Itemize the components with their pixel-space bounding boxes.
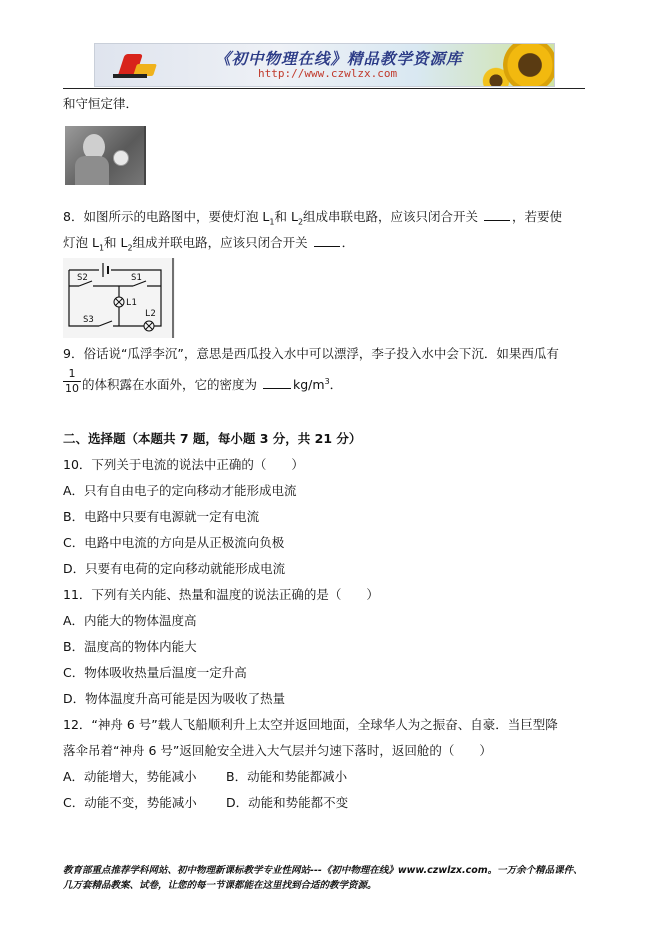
q12-option-d[interactable]: D．动能和势能都不变 [226,795,349,810]
label-s1: S1 [131,273,142,283]
label-s3: S3 [83,315,94,325]
label-l2: L2 [145,309,156,319]
q8-sub: 1 [98,243,105,253]
q10-stem: 10．下列关于电流的说法中正确的（ ） [63,457,304,472]
q8-line2 [63,234,354,257]
q10-option-d[interactable]: D．只要有电荷的定向移动就能形成电流 [63,561,286,576]
q8-answer-blank-2[interactable] [314,234,340,247]
q8-text: 和 L [104,235,128,250]
experiment-photo [65,126,146,185]
banner-title: 《初中物理在线》精品教学资源库 [215,49,463,68]
fraction [63,368,81,395]
q11-stem: 11．下列有关内能、热量和温度的说法正确的是（ ） [63,587,379,602]
q12-line2: 落伞吊着“神舟 6 号”返回舱安全进入大气层并匀速下落时，返回舱的（ ） [63,743,492,758]
q8-text: ，若要使 [512,209,563,224]
q8-text: 和 L [274,209,298,224]
q8-text: 组成串联电路，应该只闭合开关 [303,209,479,224]
q8-sub: 1 [269,217,275,227]
sunflower-icon [503,43,555,87]
continuation-text: 和守恒定律． [63,96,139,111]
q11-option-d[interactable]: D．物体温度升高可能是因为吸收了热量 [63,691,286,706]
q8-answer-blank-1[interactable] [484,208,510,221]
header-banner [94,43,555,87]
label-s2: S2 [77,273,88,283]
q12-option-c[interactable]: C．动能不变，势能减小 [63,795,197,810]
q10-option-b[interactable]: B．电路中只要有电源就一定有电流 [63,509,260,524]
photo-person-body [75,156,109,185]
section-2-heading: 二、选择题（本题共 7 题，每小题 3 分，共 21 分） [63,431,362,446]
q11-option-b[interactable]: B．温度高的物体内能大 [63,639,197,654]
q9-text: 的体积露在水面外，它的密度为 [82,377,258,393]
label-l1: L1 [126,298,137,308]
q8-sub: 2 [297,217,304,227]
q9-answer-blank[interactable] [263,376,291,389]
q11-option-c[interactable]: C．物体吸收热量后温度一定升高 [63,665,247,680]
q12-option-b[interactable]: B．动能和势能都减小 [226,769,348,784]
fraction-numerator: 1 [63,368,81,382]
footer-line-2: 几万套精品教案、试卷，让您的每一节课都能在这里找到合适的教学资源。 [63,880,377,891]
circuit-diagram [63,258,175,338]
q8-text: 组成并联电路，应该只闭合开关 [132,235,308,250]
q8-text: 灯泡 L [63,235,99,250]
q12-option-a[interactable]: A．动能增大，势能减小 [63,769,197,784]
q10-option-a[interactable]: A．只有自由电子的定向移动才能形成电流 [63,483,297,498]
banner-url[interactable]: http://www.czwlzx.com [258,67,398,80]
photo-pendulum-ball [113,150,129,166]
q8-line1 [63,208,562,231]
q8-sub: 2 [127,243,133,253]
page-footer [63,863,603,893]
battery-gap [99,264,111,276]
q8-text: 8．如图所示的电路图中，要使灯泡 L [63,209,270,224]
q8-text: ． [341,235,355,250]
q9-line1: 9．俗话说“瓜浮李沉”，意思是西瓜投入水中可以漂浮，李子投入水中会下沉．如果西瓜有 [63,346,559,361]
q10-option-c[interactable]: C．电路中电流的方向是从正极流向负极 [63,535,285,550]
footer-line-1: 教育部重点推荐学科网站、初中物理新课标教学专业性网站---《初中物理在线》www.czwlzx.com。一万余个精品课件、 [63,865,583,876]
header-rule [63,88,585,89]
fraction-denominator: 10 [65,382,79,395]
q9-text: ． [329,377,343,393]
q9-unit: kg/m [293,377,325,393]
q11-option-a[interactable]: A．内能大的物体温度高 [63,613,197,628]
q9-sup: 3 [324,377,330,386]
logo-underline [113,74,147,78]
q12-line1: 12．“神舟 6 号”载人飞船顺利升上太空并返回地面，全球华人为之振奋、自豪．当巨型降 [63,717,558,732]
q9-line2 [82,374,342,393]
